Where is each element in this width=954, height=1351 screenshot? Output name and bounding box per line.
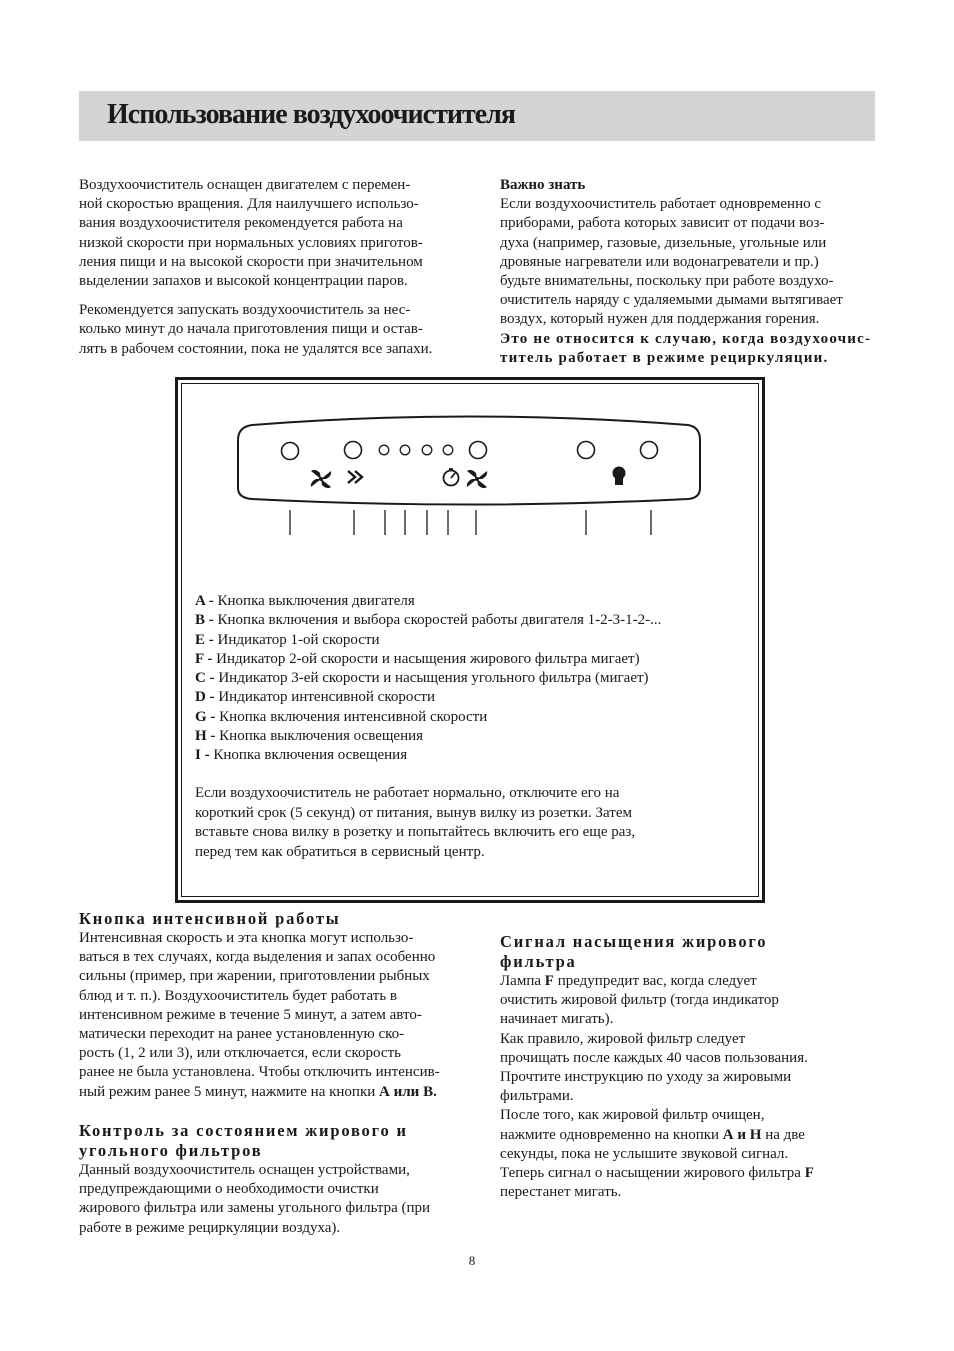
button-b[interactable] xyxy=(345,442,362,459)
double-chevron-icon xyxy=(348,471,362,483)
intro-line: лять в рабочем состоянии, пока не удалятся все запахи. xyxy=(79,340,433,357)
legend-text: Индикатор 2-ой скорости и насыщения жирового фильтра мигает) xyxy=(216,650,640,667)
grease-line: очистить жировой фильтр (тогда индикатор xyxy=(500,992,779,1009)
button-a[interactable] xyxy=(282,443,299,460)
section-title: Контроль за состоянием жирового и xyxy=(79,1121,408,1140)
legend-text: Кнопка выключения освещения xyxy=(219,728,424,745)
light-bulb-icon xyxy=(613,467,626,486)
legend-sep: - xyxy=(203,650,217,667)
filter-control-line: предупреждающими о необходимости очистки xyxy=(79,1181,379,1198)
legend-row xyxy=(195,708,661,727)
intensive-section xyxy=(79,909,489,1102)
button-i[interactable] xyxy=(641,442,658,459)
intro-line: Воздухоочиститель оснащен двигателем с перемен- xyxy=(79,177,411,193)
legend-sep: - xyxy=(205,670,219,687)
page-title: Использование воздухоочистителя xyxy=(107,99,516,130)
legend-row xyxy=(195,688,661,707)
intensive-last-text: ный режим ранее 5 минут, нажмите на кнопки xyxy=(79,1083,380,1100)
grease-line: перестанет мигать. xyxy=(500,1184,622,1201)
legend-sep: - xyxy=(200,747,214,764)
fan-icon xyxy=(311,470,331,488)
intro-line: колько минут до начала приготовления пищи и остав- xyxy=(79,321,423,338)
important-line: Если воздухоочиститель работает одновременно с xyxy=(500,196,822,213)
legend-row xyxy=(195,592,661,611)
text: Лампа xyxy=(500,973,545,989)
intro-line: выделении запахов и высокой концентрации паров. xyxy=(79,273,408,290)
important-bold-line: Это не относится к случаю, когда воздухоочис- xyxy=(500,330,872,347)
important-line: дровяные нагреватели или водонагреватели и пр.) xyxy=(500,253,819,270)
legend-text: Кнопка выключения двигателя xyxy=(217,593,415,609)
legend-text: Индикатор 3-ей скорости и насыщения угольного фильтра (мигает) xyxy=(218,670,649,687)
grease-line: прочищать после каждых 40 часов пользования. xyxy=(500,1049,808,1066)
legend-sep: - xyxy=(205,631,218,648)
legend-key: A xyxy=(195,593,206,609)
intro-line: ления пищи и на высокой скорости при значительном xyxy=(79,253,423,270)
intro-line: вания воздухоочистителя рекомендуется работа на xyxy=(79,215,403,232)
text: на две xyxy=(761,1126,805,1143)
text-bold: F xyxy=(544,973,554,989)
intensive-line: блюд и т. п.). Воздухоочиститель будет работать в xyxy=(79,987,398,1004)
button-h[interactable] xyxy=(578,442,595,459)
grease-line: начинает мигать). xyxy=(500,1011,614,1028)
important-line: воздух, который нужен для поддержания горения. xyxy=(500,311,820,328)
legend-text: Кнопка включения и выбора скоростей работы двигателя 1-2-3-1-2-... xyxy=(217,612,662,629)
section-title: фильтра xyxy=(500,952,577,971)
important-bold-line: титель работает в режиме рециркуляции. xyxy=(500,349,829,366)
timer-icon xyxy=(444,469,459,486)
text: предупредит вас, когда следует xyxy=(553,973,757,989)
grease-line: После того, как жировой фильтр очищен, xyxy=(500,1107,765,1124)
intensive-line xyxy=(79,1083,489,1102)
legend-text: Кнопка включения освещения xyxy=(213,747,408,764)
section-title: Кнопка интенсивной работы xyxy=(79,909,341,928)
legend-text: Индикатор интенсивной скорости xyxy=(218,689,435,706)
legend-text: Индикатор 1-ой скорости xyxy=(217,631,380,648)
legend-key: G xyxy=(195,708,207,725)
note-line: короткий срок (5 секунд) от питания, вынув вилку из розетки. Затем xyxy=(195,804,632,821)
legend-text: Кнопка включения интенсивной скорости xyxy=(219,708,488,725)
grease-line xyxy=(500,972,900,991)
intensive-line: сильны (пример, при жарении, приготовлении рыбных xyxy=(79,968,430,985)
legend-row xyxy=(195,669,661,688)
legend-key: F xyxy=(195,650,204,667)
grease-line xyxy=(500,1164,900,1183)
intro-line: ной скоростью вращения. Для наилучшего использо- xyxy=(79,196,419,213)
intensive-line: матически переходит на ранее установленную ско- xyxy=(79,1026,405,1043)
intro-line: Рекомендуется запускать воздухоочиститель за нес- xyxy=(79,302,411,319)
grease-signal-section xyxy=(500,932,900,1202)
filter-control-line: жирового фильтра или замены угольного фильтра (при xyxy=(79,1200,431,1217)
intensive-line: ваться в тех случаях, когда выделения и запах особенно xyxy=(79,949,436,966)
indicator-c xyxy=(422,445,432,455)
important-line: будьте внимательны, поскольку при работе воздухо- xyxy=(500,273,834,290)
page-number: 8 xyxy=(468,1253,476,1268)
legend-key: B xyxy=(195,612,206,629)
indicator-d xyxy=(443,445,453,455)
intensive-line: рость (1, 2 или 3), или отключается, если скорость xyxy=(79,1045,401,1062)
legend-row xyxy=(195,611,661,630)
legend-sep: - xyxy=(206,728,220,745)
legend-key: H xyxy=(195,728,207,745)
legend-row xyxy=(195,650,661,669)
intro-line: низкой скорости при нормальных условиях приготов- xyxy=(79,234,423,251)
note-line: вставьте снова вилку в розетку и попытайтесь включить его еще раз, xyxy=(195,824,636,840)
note-line: перед тем как обратиться в сервисный центр. xyxy=(195,843,485,860)
troubleshoot-note xyxy=(195,784,735,862)
legend-sep: - xyxy=(205,689,219,706)
important-line: приборами, работа которых зависит от подачи воз- xyxy=(500,215,825,232)
legend-sep: - xyxy=(205,612,218,629)
legend-key: D xyxy=(195,689,206,706)
indicator-f xyxy=(400,445,410,455)
intensive-last-bold: А или В. xyxy=(379,1083,437,1100)
filter-control-line: работе в режиме рециркуляции воздуха). xyxy=(79,1219,341,1236)
section-title: угольного фильтров xyxy=(79,1141,263,1160)
grease-line: секунды, пока не услышите звуковой сигнал. xyxy=(500,1145,789,1162)
note-line: Если воздухоочиститель не работает нормально, отключите его на xyxy=(195,785,620,801)
grease-line: фильтрами. xyxy=(500,1088,574,1105)
button-g[interactable] xyxy=(470,442,487,459)
fan-icon xyxy=(467,470,487,488)
intensive-line: интенсивном режиме в течение 5 минут, а затем авто- xyxy=(79,1006,422,1023)
important-line: духа (например, газовые, дизельные, угольные или xyxy=(500,234,827,251)
panel-outline xyxy=(238,417,700,505)
text-bold: А и Н xyxy=(722,1126,762,1143)
indicator-e xyxy=(379,445,389,455)
legend-key: E xyxy=(195,631,206,648)
important-title: Важно знать xyxy=(500,177,586,193)
grease-line: Прочтите инструкцию по уходу за жировыми xyxy=(500,1069,792,1086)
important-line: очиститель наряду с удаляемыми дымами вытягивает xyxy=(500,292,843,309)
text: Теперь сигнал о насыщении жирового фильтра xyxy=(500,1165,805,1182)
legend-key: I xyxy=(195,747,201,764)
legend-row xyxy=(195,631,661,650)
legend-row xyxy=(195,746,661,765)
leader-lines xyxy=(290,510,651,535)
legend-sep: - xyxy=(205,593,218,609)
text-bold: F xyxy=(804,1165,814,1182)
panel-legend xyxy=(195,592,661,766)
filter-control-section xyxy=(79,1121,489,1238)
filter-control-line: Данный воздухоочиститель оснащен устройствами, xyxy=(79,1162,410,1178)
legend-sep: - xyxy=(206,708,220,725)
legend-row xyxy=(195,727,661,746)
text: нажмите одновременно на кнопки xyxy=(500,1126,723,1143)
section-title: Сигнал насыщения жирового xyxy=(500,932,768,951)
legend-key: C xyxy=(195,670,206,687)
grease-line xyxy=(500,1126,900,1145)
grease-line: Как правило, жировой фильтр следует xyxy=(500,1030,746,1047)
intensive-line: Интенсивная скорость и эта кнопка могут использо- xyxy=(79,930,414,946)
intensive-line: ранее не была установлена. Чтобы отключить интенсив- xyxy=(79,1064,440,1081)
